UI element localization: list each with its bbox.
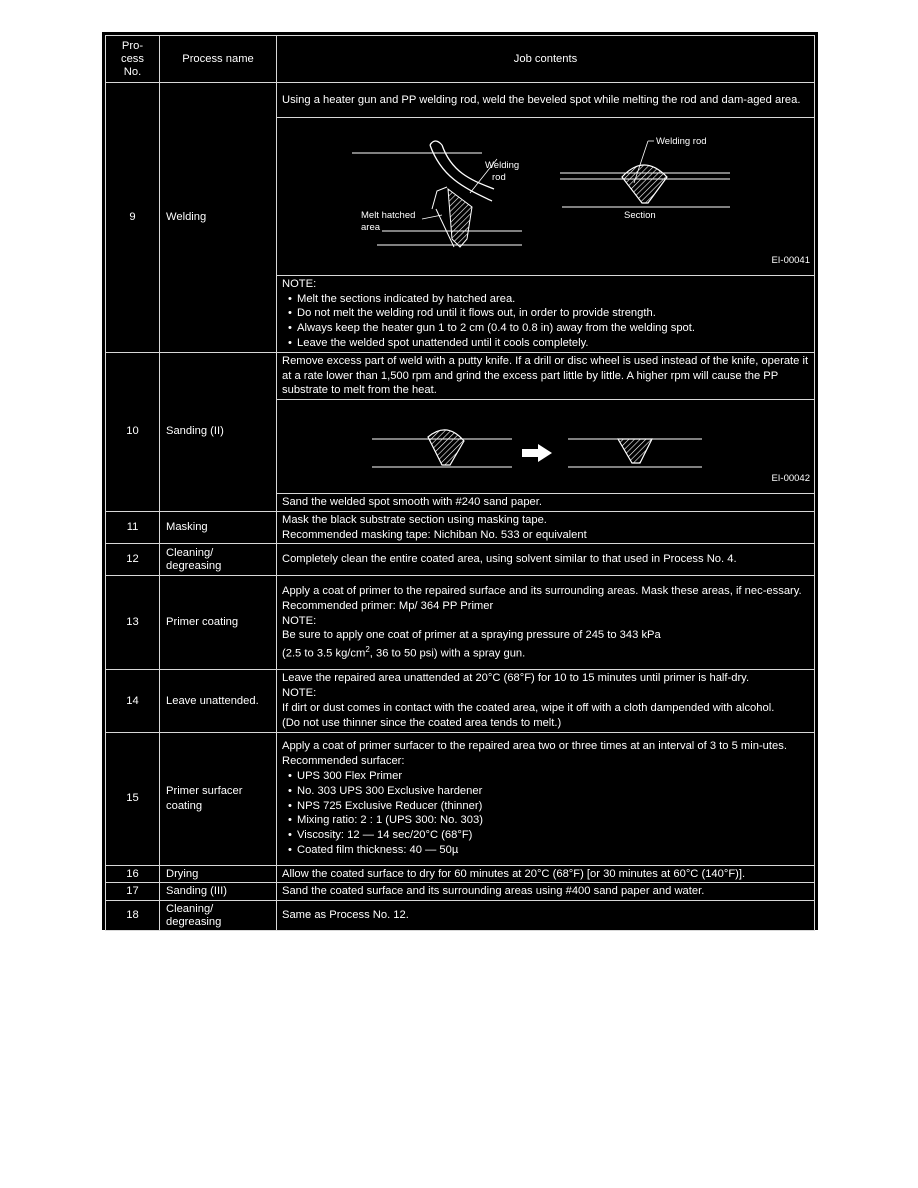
label-melt-area: area — [361, 222, 381, 233]
process-no: 16 — [106, 865, 160, 883]
header-process-no: Pro- cess No. — [106, 36, 160, 83]
sanding-figure — [277, 400, 815, 494]
figure-id: EI-00042 — [771, 473, 810, 485]
process-name: Primer coating — [160, 576, 277, 670]
list-item: • Mixing ratio: 2 : 1 (UPS 300: No. 303) — [282, 813, 809, 828]
process-name: Sanding (II) — [160, 352, 277, 511]
job-text: Apply a coat of primer surfacer to the repaired area two or three times at an interval of 3 to 5 min-utes. Recommended surfacer: • UPS 300 Flex Primer • No. 303 UPS 300 Exclusive hardener • NPS 725 Exclusive Reducer (thinner) • Mixing ratio: 2 : 1 (UPS 300: No. 303) • Viscosity: 12 — 14 sec/20°C (68°F) • Coated film thickness: 40 — 50µ — [277, 732, 815, 865]
table-row — [106, 732, 815, 865]
job-text: Sand the welded spot smooth with #240 sand paper. — [277, 493, 815, 511]
note-item: • Melt the sections indicated by hatched area. — [282, 292, 809, 307]
job-text: Leave the repaired area unattended at 20°C (68°F) for 10 to 15 minutes until primer is half-dry. NOTE: If dirt or dust comes in contact with the coated area, wipe it off with a cloth dampended with alcohol. (Do not use thinner since the coated area tends to melt.) — [277, 670, 815, 732]
arrow-right-icon — [522, 444, 552, 462]
process-no: 14 — [106, 670, 160, 732]
process-no: 9 — [106, 83, 160, 353]
process-name: Welding — [160, 83, 277, 353]
note-block — [277, 275, 815, 352]
job-text: Mask the black substrate section using masking tape. Recommended masking tape: Nichiban No. 533 or equivalent — [277, 511, 815, 544]
table-row — [106, 511, 815, 544]
list-item: • NPS 725 Exclusive Reducer (thinner) — [282, 799, 809, 814]
label-melt-hatched: Melt hatched — [361, 210, 416, 221]
process-no: 13 — [106, 576, 160, 670]
section-diagram — [560, 136, 730, 221]
process-name: Cleaning/ degreasing — [160, 544, 277, 576]
welding-figure — [277, 118, 815, 276]
note-title: NOTE: — [282, 277, 317, 290]
list-item: • No. 303 UPS 300 Exclusive hardener — [282, 784, 809, 799]
process-name: Cleaning/ degreasing — [160, 901, 277, 931]
label-rod: rod — [492, 172, 506, 183]
process-no: 15 — [106, 732, 160, 865]
job-text: Apply a coat of primer to the repaired surface and its surrounding areas. Mask these areas, if nec-essary. Recommended primer: Mp/ 364 PP Primer NOTE: Be sure to apply one coat of primer at a spraying pressure of 245 to 343 kPa (2.5 to 3.5 $kg/cm^2$, 36 to 50 psi) with a spray gun. — [277, 576, 815, 670]
procedure-sheet — [102, 32, 818, 930]
process-no: 17 — [106, 883, 160, 901]
note-item: • Do not melt the welding rod until it flows out, in order to provide strength. — [282, 306, 809, 321]
label-welding-rod: Welding rod — [656, 136, 707, 147]
note-item: • Leave the welded spot unattended until it cools completely. — [282, 336, 809, 351]
process-no: 18 — [106, 901, 160, 931]
list-item: • UPS 300 Flex Primer — [282, 769, 809, 784]
process-no: 11 — [106, 511, 160, 544]
figure-id: EI-00041 — [771, 255, 810, 266]
list-item: • Viscosity: 12 — 14 sec/20°C (68°F) — [282, 828, 809, 843]
welding-diagram — [282, 119, 814, 269]
table-row — [106, 883, 815, 901]
note-item: • Always keep the heater gun 1 to 2 cm (0.4 to 0.8 in) away from the welding spot. — [282, 321, 809, 336]
label-welding: Welding — [485, 160, 520, 171]
after-grinding — [568, 439, 702, 467]
process-name: Leave unattended. — [160, 670, 277, 732]
process-name: Primer surfacer coating — [160, 732, 277, 865]
table-row — [106, 576, 815, 670]
process-no: 12 — [106, 544, 160, 576]
job-text: Remove excess part of weld with a putty knife. If a drill or disc wheel is used instead of the knife, operate it at a rate lower than 1,500 rpm and grind the excess part little by little. A higher rpm will cause the PP substrate to melt from the heat. — [277, 352, 815, 399]
header-row — [106, 36, 815, 83]
before-grinding — [372, 430, 512, 467]
table-row — [106, 901, 815, 931]
job-text: Completely clean the entire coated area, using solvent similar to that used in Process No. 4. — [277, 544, 815, 576]
job-text: Allow the coated surface to dry for 60 minutes at 20°C (68°F) [or 30 minutes at 60°C (140°F)]. — [277, 865, 815, 883]
job-text: Same as Process No. 12. — [277, 901, 815, 931]
process-name: Drying — [160, 865, 277, 883]
sanding-diagram — [282, 401, 814, 487]
header-process-name: Process name — [160, 36, 277, 83]
table-row — [106, 544, 815, 576]
list-item: • Coated film thickness: 40 — 50µ — [282, 843, 809, 858]
table-row — [106, 865, 815, 883]
job-text: Sand the coated surface and its surrounding areas using #400 sand paper and water. — [277, 883, 815, 901]
header-job-contents: Job contents — [277, 36, 815, 83]
process-table — [105, 35, 815, 931]
label-section: Section — [624, 210, 656, 221]
process-name: Sanding (III) — [160, 883, 277, 901]
job-text: Using a heater gun and PP welding rod, weld the beveled spot while melting the rod and dam-aged area. — [277, 83, 815, 118]
table-row — [106, 83, 815, 118]
welding-rod-diagram — [352, 141, 522, 247]
process-name: Masking — [160, 511, 277, 544]
table-row — [106, 352, 815, 399]
process-no: 10 — [106, 352, 160, 511]
table-row — [106, 670, 815, 732]
